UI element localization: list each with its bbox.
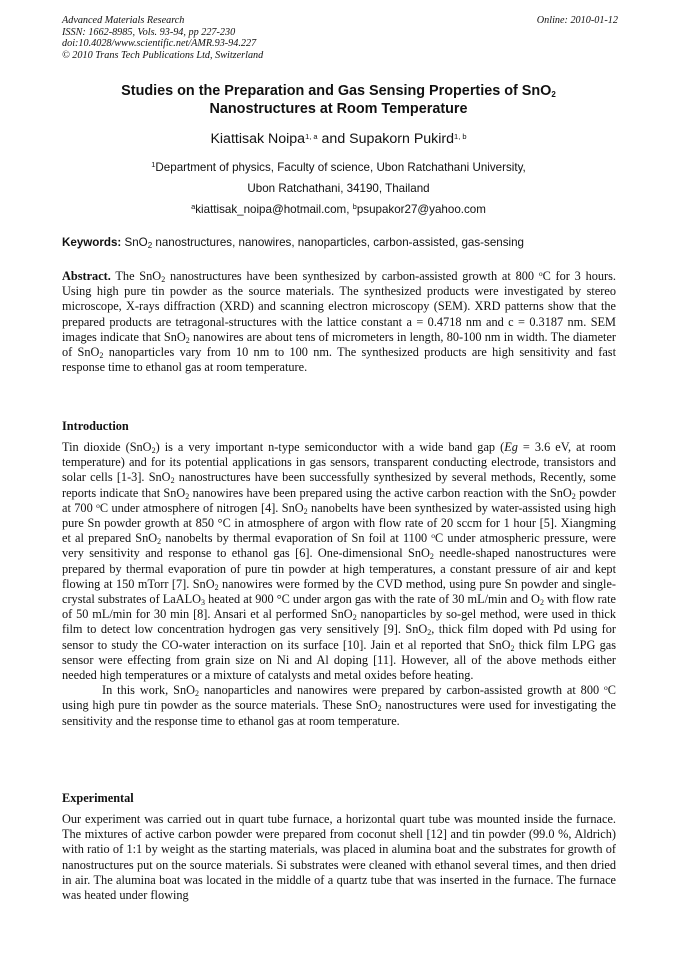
journal-header <box>62 15 618 61</box>
subscript: 2 <box>157 537 162 547</box>
text-segment: C using high pure tin powder as the source materials. These SnO <box>62 683 616 713</box>
email-b-sup: b <box>352 202 357 211</box>
superscript: o <box>431 531 436 541</box>
experimental-body <box>62 812 616 903</box>
text-segment: nanowires have been prepared using the active carbon reaction with the SnO <box>189 485 572 500</box>
subscript: 2 <box>303 506 308 516</box>
text-segment: thick film LPG gas sensor were effecting from grain size on Ni and Al doping [11]. However, all of the above methods either needed high temperatures or a mixture of catalysts and metal oxides before heating. <box>62 637 616 683</box>
issn-line: ISSN: 1662-8985, Vols. 93-94, pp 227-230 <box>62 26 236 38</box>
text-segment: powder at 700 <box>62 485 616 515</box>
paper-title <box>62 82 615 118</box>
author-1-sup: 1, a <box>305 132 318 141</box>
subscript: 2 <box>170 476 175 486</box>
text-segment: = 3.6 eV, at room temperature) and for its potential applications in gas sensors, transparent conducting electrode, transistors and solar cells [1-3]. SnO <box>62 440 616 485</box>
authors <box>62 130 615 148</box>
title-subscript: 2 <box>551 90 556 99</box>
text-segment: nanoparticles by so-gel method, were used in thick film to detect low concentration hydrogen gas very sensitively [9]. SnO <box>62 607 617 637</box>
email-a: kiattisak_noipa@hotmail.com, <box>195 203 353 216</box>
keywords-text-a: SnO <box>124 236 148 249</box>
copyright-line: © 2010 Trans Tech Publications Ltd, Switzerland <box>62 49 264 61</box>
text-segment: nanostructures have been successfully synthesized by several methods, Recently, some reports indicate that SnO <box>62 470 617 500</box>
abstract-sub: 2 <box>99 351 104 361</box>
affil-line1: Department of physics, Faculty of science, Ubon Ratchathani University, <box>155 161 526 174</box>
subscript: 2 <box>571 491 576 501</box>
abstract-text: nanowires are about tens of micrometers in length, 80-100 nm in width. The diameter of SnO <box>62 329 617 360</box>
introduction-body <box>62 440 616 729</box>
abstract <box>62 269 616 375</box>
text-segment: nanoparticles and nanowires were prepared by carbon-assisted growth at 800 <box>198 683 605 698</box>
abstract-text: nanoparticles vary from 10 nm to 100 nm. The synthesized products are high sensitivity and fast response time to ethanol gas at room temperature. <box>62 345 617 375</box>
experimental-paragraph-1: Our experiment was carried out in quart tube furnace, a horizontal quart tube was mounted inside the furnace. The mixtures of active carbon powder were prepared from coconut shell [12] and tin powder (99.0 %, Aldrich) with ratio of 1:1 by weight as the starting materials, was placed in alumina boat and the substrates for growth of nanostructures put on the source materials. Si substrates were cleaned with ethanol several times, and then dried in air. The alumina boat was located in the middle of a quartz tube that was inserted in the furnace. The furnace was heated under flowing <box>62 812 616 903</box>
subscript: 2 <box>185 491 190 501</box>
text-segment: with flow rate of 50 mL/min for 30 min [8]. Ansari et al performed SnO <box>62 592 617 622</box>
author-2: Supakorn Pukird <box>349 131 455 147</box>
subscript: 2 <box>377 704 382 714</box>
text-segment: needle-shaped nanostructures were prepared by thermal evaporation of pure tin powder at high temperatures, a constant pressure of air and kept flowing at 150 mTorr [7]. SnO <box>62 546 616 591</box>
subscript: 2 <box>539 598 544 608</box>
keywords-text-b: nanostructures, nanowires, nanoparticles, carbon-assisted, gas-sensing <box>152 236 524 249</box>
abstract-text: C for 3 hours. Using high pure tin powder as the source materials. The synthesized products were investigated by stereo microscope, X-rays diffraction (XRD) and scanning electron microscopy (SEM). XRD patterns show that the prepared products are tetragonal-structures with the lattice constant a = 0.4718 nm and c = 0.3187 nm. SEM images indicate that SnO <box>62 269 617 344</box>
subscript: 2 <box>429 552 434 562</box>
subscript: 2 <box>194 689 199 699</box>
text-segment: In this work, SnO <box>102 683 195 698</box>
text-segment: Tin dioxide (SnO <box>62 440 152 454</box>
abstract-degree: o <box>538 269 543 278</box>
introduction-paragraph-2 <box>62 683 616 729</box>
affil-sup: 1 <box>151 160 156 169</box>
introduction-heading: Introduction <box>62 419 129 433</box>
abstract-label: Abstract. <box>62 269 111 283</box>
abstract-sub: 2 <box>161 275 166 284</box>
email-b: psupakor27@yahoo.com <box>356 203 486 216</box>
affiliation <box>62 157 615 220</box>
text-segment: heated at 900 °C under argon gas with the rate of 30 mL/min and O <box>205 592 540 607</box>
subscript: 2 <box>352 613 357 623</box>
subscript: 2 <box>214 582 219 592</box>
text-segment: nanostructures were used for investigating the sensitivity and the response time to ethanol gas at room temperature. <box>62 698 616 728</box>
text-segment: , thick film doped with Pd using for sensor to study the CO-water interaction on its surface [10]. Jain et al reported that SnO <box>62 622 616 652</box>
email-a-sup: a <box>191 202 196 211</box>
keywords-label: Keywords: <box>62 236 125 249</box>
title-line1: Studies on the Preparation and Gas Sensing Properties of SnO <box>121 83 552 99</box>
abstract-text: nanostructures have been synthesized by carbon-assisted growth at 800 <box>165 269 539 283</box>
author-2-sup: 1, b <box>454 132 467 141</box>
abstract-sub: 2 <box>185 335 190 345</box>
subscript: 2 <box>427 628 432 638</box>
authors-and: and <box>317 131 350 147</box>
text-segment: ) is a very important n-type semiconductor with a wide band gap ( <box>155 440 505 454</box>
introduction-paragraph-1 <box>62 440 616 683</box>
abstract-text: The SnO <box>110 269 162 283</box>
affil-line2: Ubon Ratchathani, 34190, Thailand <box>247 182 430 195</box>
keywords-sub: 2 <box>147 241 153 250</box>
title-line2: Nanostructures at Room Temperature <box>209 101 468 117</box>
experimental-heading: Experimental <box>62 791 134 805</box>
text-segment: nanobelts by thermal evaporation of Sn foil at 1100 <box>161 531 432 546</box>
text-segment: C under atmospheric pressure, were very sensitivity and response to ethanol gas [6]. One-dimensional SnO <box>62 531 616 561</box>
text-segment: C under atmosphere of nitrogen [4]. SnO <box>99 500 304 515</box>
superscript: o <box>96 500 100 510</box>
subscript: 2 <box>151 446 156 455</box>
author-1: Kiattisak Noipa <box>210 131 306 147</box>
text-segment: nanobelts have been synthesized by water-assisted using high pure Sn powder growth at 850 °C in atmosphere of argon with flow rate of 20 sccm for 1 hour [5]. Xiangming et al prepared SnO <box>62 500 616 546</box>
doi-line: doi:10.4028/www.scientific.net/AMR.93-94.227 <box>62 38 257 50</box>
superscript: o <box>604 683 608 693</box>
text-segment: nanowires were formed by the CVD method, using pure Sn powder and single-crystal substrates of LaALO <box>62 576 617 607</box>
text-segment: Eg <box>504 440 518 454</box>
journal-name: Advanced Materials Research <box>62 15 185 26</box>
keywords <box>62 235 618 250</box>
online-date: Online: 2010-01-12 <box>536 15 618 26</box>
subscript: 3 <box>201 598 205 608</box>
subscript: 2 <box>510 643 515 653</box>
